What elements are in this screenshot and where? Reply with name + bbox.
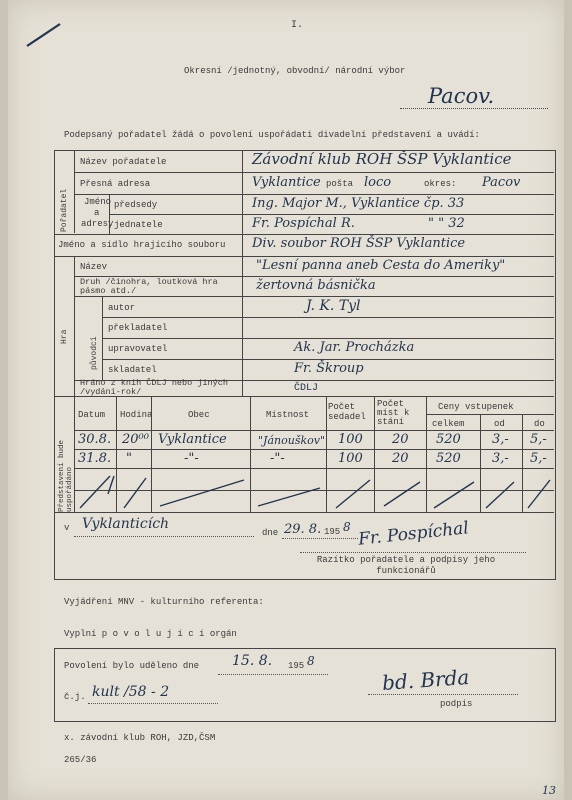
signature-caption: Razítko pořadatele a podpisy jeho funkcionářů bbox=[316, 555, 496, 576]
divider bbox=[74, 194, 554, 195]
jmeno-label: Jméno bbox=[84, 197, 112, 207]
table-row-cell: 20 bbox=[392, 432, 409, 447]
jednatele-value: Fr. Pospíchal R. bbox=[252, 216, 355, 231]
name-value: Závodní klub ROH ŠSP Vyklantice bbox=[252, 150, 512, 168]
divider bbox=[242, 256, 243, 396]
section-label-predstaveni: Představení bude uspořádáno bbox=[58, 439, 74, 512]
posta-value: loco bbox=[364, 175, 392, 190]
autor-label: autor bbox=[108, 303, 136, 313]
cj-label: č.j. bbox=[64, 692, 86, 702]
col-datum: Datum bbox=[78, 410, 106, 420]
committee-label: Okresní /jednotný, obvodní/ národní výbor bbox=[184, 66, 406, 76]
jednatele-ditto: " " 32 bbox=[428, 216, 465, 231]
cross-out-strokes bbox=[74, 468, 554, 512]
table-row-cell: -"- bbox=[270, 451, 285, 466]
table-row-cell: 3,- bbox=[492, 432, 509, 447]
divider bbox=[74, 172, 554, 173]
divider bbox=[102, 359, 554, 360]
a-label: a bbox=[94, 208, 100, 218]
table-row-cell: 520 bbox=[436, 432, 461, 447]
table-row-cell: 31.8. bbox=[78, 451, 112, 466]
divider bbox=[54, 234, 554, 235]
col-od: od bbox=[494, 419, 505, 429]
divider bbox=[426, 414, 554, 415]
divider bbox=[54, 512, 554, 513]
divider bbox=[102, 317, 554, 318]
col-obec: Obec bbox=[188, 410, 210, 420]
col-mistnost: Místnost bbox=[266, 410, 310, 420]
year-printed: 195 bbox=[324, 527, 341, 537]
adresy-label: adresy bbox=[81, 219, 114, 229]
permit-label: Povolení bylo uděleno dne bbox=[64, 661, 200, 671]
col-sedadel: Počet sedadel bbox=[328, 402, 366, 422]
podpis-line bbox=[368, 694, 518, 695]
nazev-value: "Lesní panna aneb Cesta do Ameriky" bbox=[256, 258, 506, 273]
place-line bbox=[74, 536, 254, 537]
okres-label: okres: bbox=[424, 179, 457, 189]
nazev-label: Název bbox=[80, 262, 108, 272]
permit-year-printed: 195 bbox=[288, 661, 305, 671]
skladatel-value: Fr. Škroup bbox=[294, 361, 364, 376]
v-label: v bbox=[64, 523, 70, 533]
cj-value: kult /58 - 2 bbox=[92, 684, 170, 700]
divider bbox=[74, 430, 554, 431]
table-row-cell: 3,- bbox=[492, 451, 509, 466]
cj-line bbox=[88, 703, 218, 704]
soubor-value: Div. soubor ROH ŠSP Vyklantice bbox=[252, 236, 466, 251]
povolujici-label: Vyplní p o v o l u j í c í orgán bbox=[64, 629, 237, 639]
table-row-cell: " bbox=[126, 451, 132, 466]
page-number: I. bbox=[291, 20, 304, 31]
permit-year-hand: 8 bbox=[307, 654, 315, 668]
predsedy-value: Ing. Major M., Vyklantice čp. 33 bbox=[252, 196, 465, 211]
signer-signature: Fr. Pospíchal bbox=[357, 518, 470, 550]
okres-value: Pacov bbox=[482, 175, 521, 190]
col-celkem: celkem bbox=[432, 419, 465, 429]
col-stani: Počet míst k stání bbox=[377, 399, 410, 427]
druh-label: Druh /činohra, loutková hra pásmo atd./ bbox=[80, 277, 218, 296]
form-code: 265/36 bbox=[64, 755, 97, 765]
divider bbox=[242, 150, 243, 256]
table-row-cell: 30.8. bbox=[78, 432, 112, 447]
section-label-hra: Hra bbox=[60, 329, 69, 344]
prekladatel-label: překladatel bbox=[108, 323, 168, 333]
divider bbox=[109, 214, 554, 215]
table-row-cell: 100 bbox=[338, 451, 363, 466]
divider bbox=[74, 150, 75, 233]
name-label: Název pořadatele bbox=[80, 157, 167, 167]
divider bbox=[74, 256, 75, 396]
posta-label: pošta bbox=[326, 179, 354, 189]
hrano-value: ČDLJ bbox=[294, 383, 319, 394]
mnv-label: Vyjádření MNV - kulturního referenta: bbox=[64, 597, 264, 607]
committee-name-line bbox=[400, 108, 548, 109]
table-row-cell: 5,- bbox=[530, 451, 547, 466]
col-hodina: Hodina bbox=[120, 410, 153, 420]
upravovatel-label: upravovatel bbox=[108, 344, 168, 354]
document-sheet bbox=[8, 0, 564, 800]
permit-date-line bbox=[218, 674, 328, 675]
corner-mark: 13 bbox=[542, 784, 556, 797]
upravovatel-value: Ak. Jar. Procházka bbox=[294, 340, 415, 355]
col-ceny: Ceny vstupenek bbox=[438, 402, 514, 412]
table-row-cell: "Jánouškov" bbox=[258, 434, 326, 447]
dne-label: dne bbox=[262, 528, 279, 538]
date-value: 29. 8. bbox=[284, 522, 322, 537]
col-do: do bbox=[534, 419, 545, 429]
pen-mark-icon bbox=[24, 20, 64, 50]
table-row-cell: 20⁰⁰ bbox=[122, 432, 149, 447]
divider bbox=[54, 256, 554, 257]
table-row-cell: 100 bbox=[338, 432, 363, 447]
address-label: Přesná adresa bbox=[80, 179, 151, 189]
date-line bbox=[282, 538, 358, 539]
divider bbox=[74, 449, 554, 450]
podpis-label: podpis bbox=[440, 699, 473, 709]
permit-signature: bd. Brda bbox=[381, 664, 471, 696]
table-row-cell: Vyklantice bbox=[158, 432, 227, 447]
intro-text: Podepsaný pořadatel žádá o povolení uspořádati divadelní představení a uvádí: bbox=[64, 130, 480, 140]
table-row-cell: -"- bbox=[184, 451, 199, 466]
druh-value: žertovná básnička bbox=[256, 278, 376, 293]
hrano-label: Hráno z knih ČDLJ nebo jiných /vydání-rok/ bbox=[80, 378, 228, 397]
committee-name: Pacov. bbox=[428, 84, 495, 108]
place-value: Vyklanticích bbox=[82, 516, 170, 532]
divider bbox=[102, 338, 554, 339]
footnote: x. závodní klub ROH, JZD,ČSM bbox=[64, 733, 216, 743]
table-row-cell: 5,- bbox=[530, 432, 547, 447]
permit-date-value: 15. 8. bbox=[232, 653, 273, 669]
address-value: Vyklantice bbox=[252, 175, 321, 190]
autor-value: J. K. Tyl bbox=[306, 298, 361, 314]
soubor-label: Jméno a sídlo hrajícího souboru bbox=[58, 240, 226, 250]
signature-line bbox=[300, 552, 526, 553]
predsedy-label: předsedy bbox=[114, 200, 158, 210]
section-label-poradatel: Pořadatel bbox=[60, 188, 69, 232]
puvodci-label: původci bbox=[90, 336, 99, 370]
table-row-cell: 520 bbox=[436, 451, 461, 466]
divider bbox=[74, 296, 554, 297]
year-hand: 8 bbox=[343, 520, 351, 534]
skladatel-label: skladatel bbox=[108, 365, 157, 375]
table-row-cell: 20 bbox=[392, 451, 409, 466]
jednatele-label: jednatele bbox=[114, 220, 163, 230]
